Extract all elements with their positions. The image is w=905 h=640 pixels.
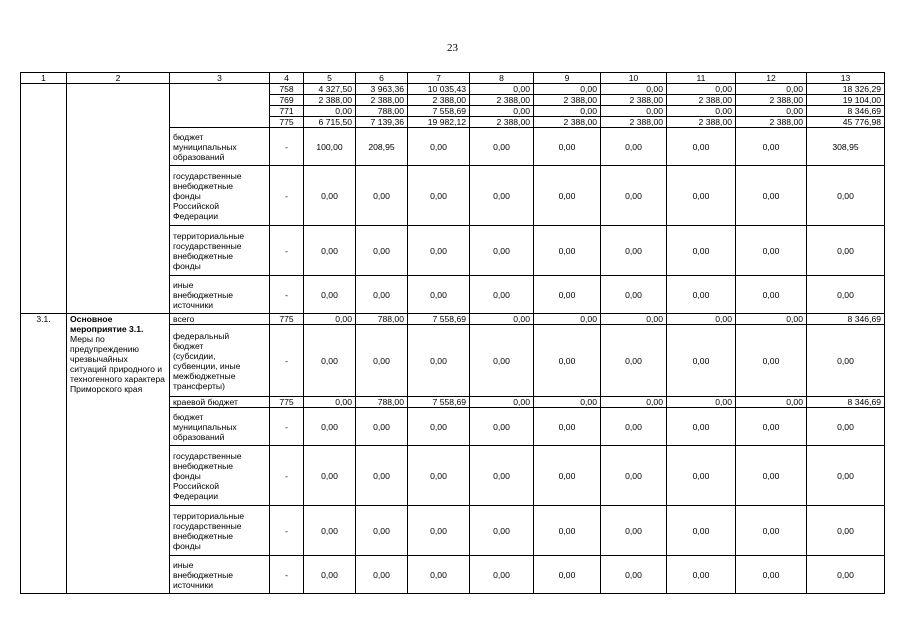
column-header: 5 [304, 73, 356, 84]
table-body [21, 73, 885, 594]
value-cell: 0,00 [736, 106, 807, 117]
value-cell: 0,00 [601, 408, 667, 446]
value-cell: 2 388,00 [534, 117, 601, 128]
value-cell: 0,00 [534, 84, 601, 95]
code-cell: 771 [270, 106, 304, 117]
value-cell: 2 388,00 [356, 95, 408, 106]
value-cell: 45 776,98 [807, 117, 885, 128]
value-cell: 0,00 [601, 128, 667, 166]
value-cell: 0,00 [408, 166, 470, 226]
value-cell: 0,00 [667, 84, 736, 95]
source-cell: иные внебюджетные источники [170, 556, 270, 594]
event-name-cell [67, 84, 170, 314]
value-cell: 308,95 [807, 128, 885, 166]
value-cell: 19 104,00 [807, 95, 885, 106]
column-header: 1 [21, 73, 67, 84]
value-cell: 0,00 [807, 325, 885, 397]
value-cell: 788,00 [356, 397, 408, 408]
value-cell: 0,00 [304, 106, 356, 117]
value-cell: 0,00 [408, 325, 470, 397]
value-cell: 2 388,00 [534, 95, 601, 106]
value-cell: 0,00 [356, 226, 408, 276]
code-cell: 775 [270, 397, 304, 408]
value-cell: 7 558,69 [408, 314, 470, 325]
value-cell: 2 388,00 [470, 117, 534, 128]
value-cell: 0,00 [304, 446, 356, 506]
value-cell: 0,00 [667, 128, 736, 166]
value-cell: 208,95 [356, 128, 408, 166]
column-header: 11 [667, 73, 736, 84]
value-cell: 0,00 [807, 166, 885, 226]
page-number: 23 [447, 42, 458, 54]
value-cell: 8 346,69 [807, 397, 885, 408]
value-cell: 2 388,00 [601, 95, 667, 106]
event-title-text: Меры по предупреждению чрезвычайных ситуаций природного и техногенного характера Приморского края [70, 334, 165, 394]
value-cell: 0,00 [736, 446, 807, 506]
value-cell: 0,00 [534, 397, 601, 408]
value-cell: 0,00 [807, 446, 885, 506]
value-cell: 0,00 [736, 556, 807, 594]
table-row [21, 84, 885, 95]
value-cell: 4 327,50 [304, 84, 356, 95]
value-cell: 0,00 [667, 106, 736, 117]
source-cell: бюджет муниципальных образований [170, 128, 270, 166]
value-cell: 0,00 [601, 397, 667, 408]
value-cell: 0,00 [736, 314, 807, 325]
source-cell: федеральный бюджет (субсидии, субвенции, иные межбюджетные трансферты) [170, 325, 270, 397]
value-cell: 0,00 [736, 166, 807, 226]
value-cell: 0,00 [667, 226, 736, 276]
value-cell: 7 139,36 [356, 117, 408, 128]
value-cell: 0,00 [601, 506, 667, 556]
source-cell: краевой бюджет [170, 397, 270, 408]
value-cell: 0,00 [601, 314, 667, 325]
value-cell: 0,00 [470, 397, 534, 408]
value-cell: 0,00 [470, 226, 534, 276]
value-cell: 0,00 [534, 128, 601, 166]
value-cell: 0,00 [470, 506, 534, 556]
value-cell: 0,00 [736, 84, 807, 95]
value-cell: 0,00 [408, 446, 470, 506]
value-cell: 0,00 [534, 166, 601, 226]
value-cell: 0,00 [736, 276, 807, 314]
value-cell: 0,00 [667, 556, 736, 594]
column-header: 3 [170, 73, 270, 84]
value-cell: 2 388,00 [601, 117, 667, 128]
value-cell: 0,00 [470, 556, 534, 594]
event-name-cell [67, 314, 170, 594]
value-cell: 0,00 [304, 397, 356, 408]
row-number-cell [21, 84, 67, 314]
value-cell: 0,00 [304, 314, 356, 325]
value-cell: 18 326,29 [807, 84, 885, 95]
value-cell: 0,00 [534, 106, 601, 117]
source-cell: государственные внебюджетные фонды Российской Федерации [170, 446, 270, 506]
value-cell: 3 963,36 [356, 84, 408, 95]
value-cell: 0,00 [304, 408, 356, 446]
code-cell: - [270, 276, 304, 314]
value-cell: 2 388,00 [667, 117, 736, 128]
source-cell: иные внебюджетные источники [170, 276, 270, 314]
value-cell: 0,00 [601, 276, 667, 314]
value-cell: 0,00 [807, 276, 885, 314]
value-cell: 2 388,00 [304, 95, 356, 106]
column-header: 9 [534, 73, 601, 84]
value-cell: 0,00 [667, 397, 736, 408]
value-cell: 788,00 [356, 314, 408, 325]
code-cell: - [270, 556, 304, 594]
value-cell: 0,00 [736, 325, 807, 397]
value-cell: 0,00 [667, 314, 736, 325]
value-cell: 788,00 [356, 106, 408, 117]
column-header: 4 [270, 73, 304, 84]
value-cell: 0,00 [736, 408, 807, 446]
value-cell: 2 388,00 [736, 117, 807, 128]
value-cell: 0,00 [534, 446, 601, 506]
value-cell: 7 558,69 [408, 397, 470, 408]
value-cell: 0,00 [807, 408, 885, 446]
value-cell: 0,00 [470, 166, 534, 226]
value-cell: 0,00 [356, 166, 408, 226]
value-cell: 0,00 [807, 506, 885, 556]
code-cell: - [270, 325, 304, 397]
source-cell [170, 84, 270, 128]
value-cell: 0,00 [356, 276, 408, 314]
source-cell: государственные внебюджетные фонды Российской Федерации [170, 166, 270, 226]
value-cell: 0,00 [807, 556, 885, 594]
value-cell: 0,00 [356, 325, 408, 397]
value-cell: 0,00 [356, 446, 408, 506]
value-cell: 0,00 [601, 556, 667, 594]
value-cell: 0,00 [736, 397, 807, 408]
value-cell: 0,00 [304, 556, 356, 594]
value-cell: 0,00 [601, 84, 667, 95]
value-cell: 0,00 [534, 408, 601, 446]
value-cell: 0,00 [408, 128, 470, 166]
value-cell: 0,00 [356, 408, 408, 446]
value-cell: 0,00 [470, 106, 534, 117]
code-cell: 775 [270, 117, 304, 128]
value-cell: 0,00 [736, 128, 807, 166]
value-cell: 0,00 [667, 166, 736, 226]
row-number-cell: 3.1. [21, 314, 67, 594]
value-cell: 0,00 [534, 314, 601, 325]
value-cell: 0,00 [470, 325, 534, 397]
value-cell: 0,00 [304, 506, 356, 556]
column-header: 10 [601, 73, 667, 84]
event-title-bold: Основное мероприятие 3.1. [70, 314, 144, 334]
value-cell: 0,00 [736, 506, 807, 556]
value-cell: 0,00 [667, 506, 736, 556]
source-cell: территориальные государственные внебюджетные фонды [170, 506, 270, 556]
value-cell: 7 558,69 [408, 106, 470, 117]
value-cell: 0,00 [408, 556, 470, 594]
column-header: 6 [356, 73, 408, 84]
value-cell: 0,00 [304, 276, 356, 314]
value-cell: 0,00 [470, 446, 534, 506]
value-cell: 0,00 [534, 556, 601, 594]
value-cell: 6 715,50 [304, 117, 356, 128]
value-cell: 10 035,43 [408, 84, 470, 95]
value-cell: 0,00 [408, 276, 470, 314]
code-cell: - [270, 226, 304, 276]
code-cell: - [270, 166, 304, 226]
code-cell: - [270, 128, 304, 166]
value-cell: 0,00 [667, 408, 736, 446]
value-cell: 0,00 [408, 408, 470, 446]
header-row [21, 73, 885, 84]
code-cell: - [270, 506, 304, 556]
code-cell: 758 [270, 84, 304, 95]
value-cell: 0,00 [601, 226, 667, 276]
column-header: 8 [470, 73, 534, 84]
value-cell: 0,00 [304, 226, 356, 276]
code-cell: - [270, 446, 304, 506]
column-header: 7 [408, 73, 470, 84]
value-cell: 2 388,00 [736, 95, 807, 106]
value-cell: 0,00 [304, 166, 356, 226]
value-cell: 0,00 [470, 276, 534, 314]
value-cell: 0,00 [534, 325, 601, 397]
value-cell: 19 982,12 [408, 117, 470, 128]
value-cell: 100,00 [304, 128, 356, 166]
value-cell: 0,00 [470, 314, 534, 325]
source-cell: территориальные государственные внебюджетные фонды [170, 226, 270, 276]
column-header: 13 [807, 73, 885, 84]
value-cell: 0,00 [470, 128, 534, 166]
value-cell: 0,00 [408, 506, 470, 556]
source-cell: всего [170, 314, 270, 325]
value-cell: 0,00 [667, 276, 736, 314]
value-cell: 0,00 [736, 226, 807, 276]
value-cell: 0,00 [667, 325, 736, 397]
code-cell: 775 [270, 314, 304, 325]
code-cell: 769 [270, 95, 304, 106]
value-cell: 0,00 [304, 325, 356, 397]
value-cell: 0,00 [534, 276, 601, 314]
value-cell: 0,00 [356, 556, 408, 594]
value-cell: 0,00 [601, 325, 667, 397]
column-header: 12 [736, 73, 807, 84]
value-cell: 0,00 [470, 408, 534, 446]
value-cell: 0,00 [667, 446, 736, 506]
value-cell: 0,00 [356, 506, 408, 556]
value-cell: 0,00 [470, 84, 534, 95]
budget-table [20, 72, 885, 594]
value-cell: 0,00 [601, 166, 667, 226]
value-cell: 2 388,00 [408, 95, 470, 106]
value-cell: 8 346,69 [807, 106, 885, 117]
code-cell: - [270, 408, 304, 446]
value-cell: 0,00 [534, 226, 601, 276]
value-cell: 0,00 [601, 106, 667, 117]
value-cell: 2 388,00 [470, 95, 534, 106]
value-cell: 0,00 [408, 226, 470, 276]
value-cell: 0,00 [601, 446, 667, 506]
source-cell: бюджет муниципальных образований [170, 408, 270, 446]
value-cell: 8 346,69 [807, 314, 885, 325]
table-row [21, 314, 885, 325]
value-cell: 2 388,00 [667, 95, 736, 106]
column-header: 2 [67, 73, 170, 84]
value-cell: 0,00 [534, 506, 601, 556]
value-cell: 0,00 [807, 226, 885, 276]
